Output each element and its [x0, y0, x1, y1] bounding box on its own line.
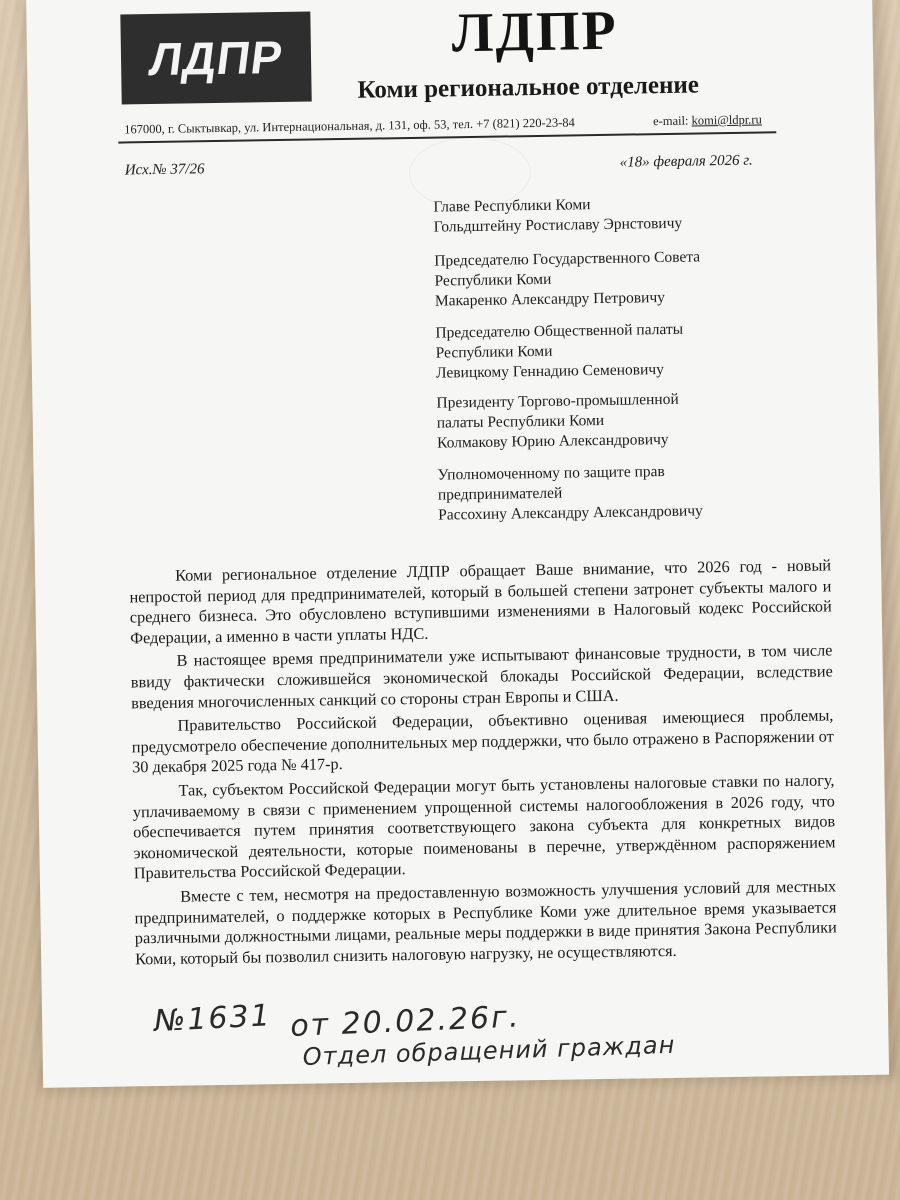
addressee-line: Председателю Общественной палаты	[435, 320, 684, 342]
addressee-line: Гольдштейну Ростиславу Эрнстовичу	[433, 214, 683, 236]
addressee-block	[433, 194, 682, 238]
addressee-block	[435, 320, 684, 384]
letterhead-email	[653, 112, 762, 129]
addressee-line: Главе Республики Коми	[433, 196, 591, 216]
addressee-line: Президенту Торгово-промышленной	[436, 390, 679, 412]
addressee-line: палаты Республики Коми	[436, 411, 605, 432]
addressee-line: Рассохину Александру Александровичу	[438, 502, 703, 524]
party-logo	[120, 12, 311, 105]
addressee-line: Председателю Государственного Совета	[434, 248, 701, 270]
body-paragraph: Так, субъектом Российской Федерации могут быть установлены налоговые ставки по налогу, уплачиваемому в связи с применением упрощенной системы налогообложения в 2026 году, что обеспечивается путем принятия соответствующего закона субъекта для конкретных видов экономической деятельности, которые поименованы в перечне, утверждённом распоряжением Правительства Российской Федерации.	[132, 770, 836, 883]
addressee-line: Колмакову Юрию Александровичу	[436, 430, 669, 452]
body-paragraph: Вместе с тем, несмотря на предоставленную возможность улучшения условий для местных предпринимателей, о поддержке которых в Республике Коми уже длительное время указывается различными должностными лицами, реальные меры поддержки в виде принятия Закона Республики Коми, который бы позволил снизить налоговую нагрузку, не осуществляются.	[134, 876, 837, 969]
letter-date: «18» февраля 2026 г.	[619, 152, 753, 171]
letter-sheet	[26, 0, 889, 1088]
letter-body	[129, 555, 837, 972]
addressee-block	[437, 461, 703, 525]
body-paragraph: Правительство Российской Федерации, объективно оценивая имеющиеся проблемы, предусмотрело обеспечение дополнительных мер поддержки, что было отражено в Распоряжении от 30 декабря 2025 года № 417-р.	[131, 705, 834, 777]
handwritten-department: Отдел обращений граждан	[302, 1030, 676, 1072]
addressee-line: Макаренко Александру Петровичу	[434, 289, 666, 310]
addressee-line: предпринимателей	[437, 484, 563, 504]
party-title: ЛДПР	[451, 0, 619, 65]
outgoing-number: Исх.№ 37/26	[124, 161, 205, 179]
addressee-line: Республики Коми	[434, 270, 552, 290]
addressee-block	[434, 247, 701, 311]
addressee-block	[436, 390, 679, 454]
addressee-line: Уполномоченному по защите прав	[437, 463, 665, 484]
body-paragraph: Коми региональное отделение ЛДПР обращает Ваше внимание, что 2026 год - новый непростой период для предпринимателей, который в большей степени затронет субъекты малого и среднего бизнеса. Это обусловлено вступившими изменениями в Налоговый кодекс Российской Федерации, а именно в части уплаты НДС.	[129, 555, 832, 648]
logo-text: ЛДПР	[146, 30, 286, 86]
addressee-line: Левицкому Геннадию Семеновичу	[435, 361, 665, 382]
body-paragraph: В настоящее время предприниматели уже испытывают финансовые трудности, в том числе ввиду фактически сложившейся экономической блокады Российской Федерации, вследствие введения многочисленных санкций со стороны стран Европы и США.	[130, 640, 833, 712]
letterhead-address: 167000, г. Сыктывкар, ул. Интернациональная, д. 131, оф. 53, тел. +7 (821) 220-23-84	[124, 115, 575, 137]
addressee-line: Республики Коми	[435, 342, 553, 362]
branch-name: Коми региональное отделение	[357, 71, 700, 104]
handwritten-registration-note	[142, 993, 743, 1082]
handwritten-date: от 20.02.26г.	[289, 999, 522, 1044]
handwritten-number: №1631	[153, 998, 273, 1040]
email-label: e-mail:	[652, 113, 692, 129]
email-link[interactable]: komi@ldpr.ru	[691, 112, 762, 128]
